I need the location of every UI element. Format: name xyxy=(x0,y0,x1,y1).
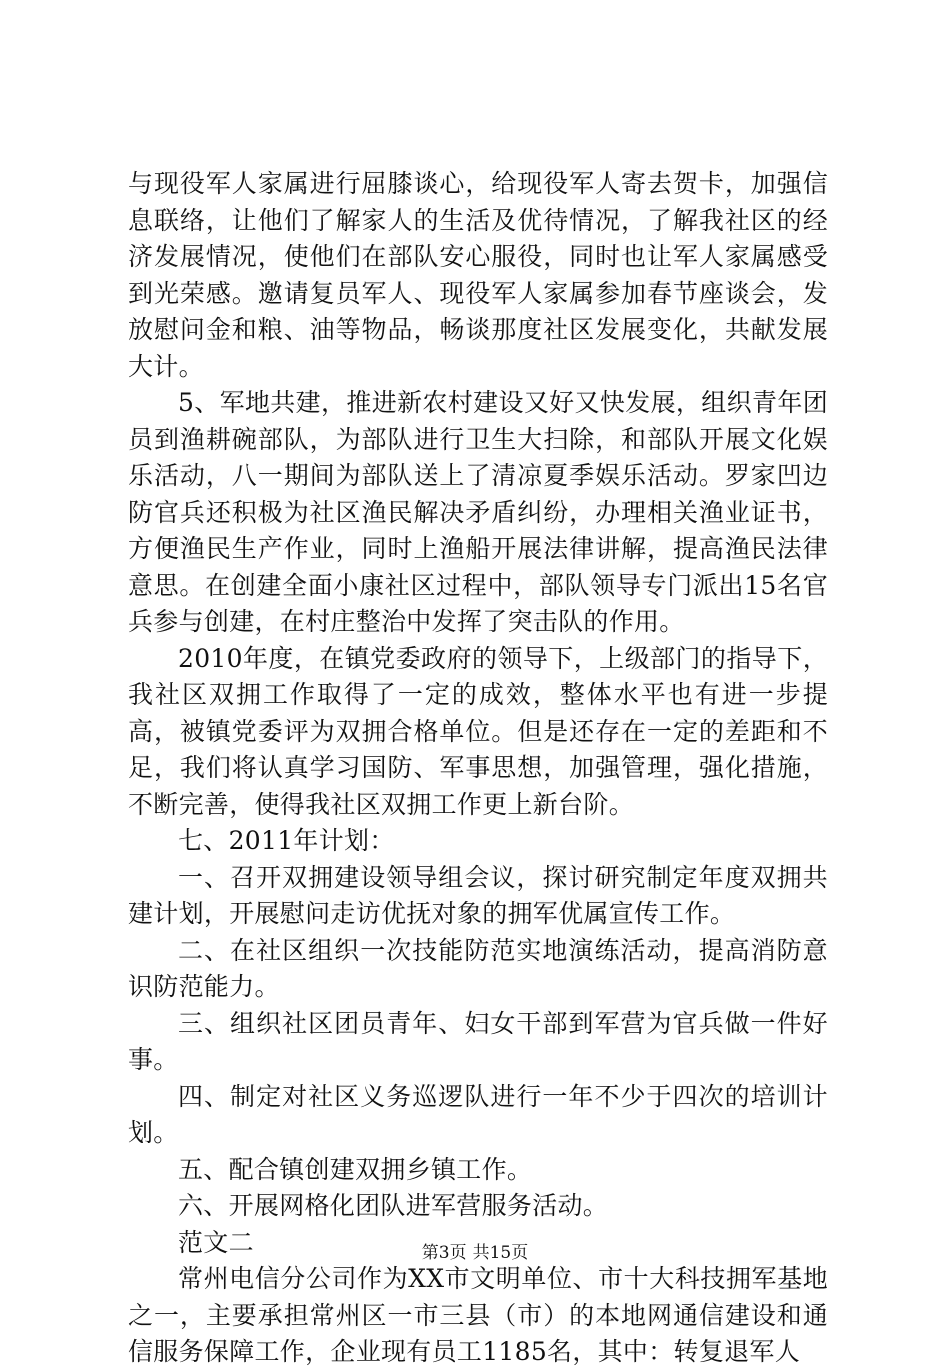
plan-item-5: 五、配合镇创建双拥乡镇工作。 xyxy=(178,1154,533,1184)
document-body xyxy=(128,166,828,1371)
paragraph-summary-2010: 2010年度，在镇党委政府的领导下，上级部门的指导下，我社区双拥工作取得了一定的成效，整体水平也有进一步提高，被镇党委评为双拥合格单位。但是还存在一定的差距和不足，我们将认真学习国防、军事思想，加强管理，强化措施，不断完善，使得我社区双拥工作更上新台阶。 xyxy=(128,643,828,819)
sample-heading-2: 范文二 xyxy=(178,1227,254,1257)
page-total: 共15页 xyxy=(472,1243,529,1263)
section-heading-plan-2011: 七、2011年计划： xyxy=(178,826,395,855)
paragraph-continuation: 与现役军人家属进行屈膝谈心，给现役军人寄去贺卡，加强信息联络，让他们了解家人的生活及优待情况，了解我社区的经济发展情况，使他们在部队安心服役，同时也让军人家属感受到光荣感。邀请复员军人、现役军人家属参加春节座谈会，发放慰问金和粮、油等物品，畅谈那度社区发展变化，共献发展大计。 xyxy=(128,169,828,381)
plan-item-3: 三、组织社区团员青年、妇女干部到军营为官兵做一件好事。 xyxy=(128,1008,828,1074)
plan-item-1: 一、召开双拥建设领导组会议，探讨研究制定年度双拥共建计划，开展慰问走访优抚对象的拥军优属宣传工作。 xyxy=(128,862,828,928)
plan-item-4: 四、制定对社区义务巡逻队进行一年不少于四次的培训计划。 xyxy=(128,1081,828,1147)
paragraph-item-5: 5、军地共建，推进新农村建设又好又快发展，组织青年团员到渔耕碗部队，为部队进行卫生大扫除，和部队开展文化娱乐活动，八一期间为部队送上了清凉夏季娱乐活动。罗家凹边防官兵还积极为社区渔民解决矛盾纠纷，办理相关渔业证书，方便渔民生产作业，同时上渔船开展法律讲解，提高渔民法律意思。在创建全面小康社区过程中，部队领导专门派出15名官兵参与创建，在村庄整治中发挥了突击队的作用。 xyxy=(128,388,828,636)
paragraph-sample-2-intro: 常州电信分公司作为XX市文明单位、市十大科技拥军基地之一，主要承担常州区一市三县（市）的本地网通信建设和通信服务保障工作，企业现有员工1185名，其中：转复退军人 xyxy=(128,1264,828,1366)
plan-item-6: 六、开展网格化团队进军营服务活动。 xyxy=(178,1191,609,1220)
plan-item-2: 二、在社区组织一次技能防范实地演练活动，提高消防意识防范能力。 xyxy=(128,935,828,1001)
page-number: 第3页 xyxy=(421,1243,467,1263)
page-footer xyxy=(0,1242,950,1264)
